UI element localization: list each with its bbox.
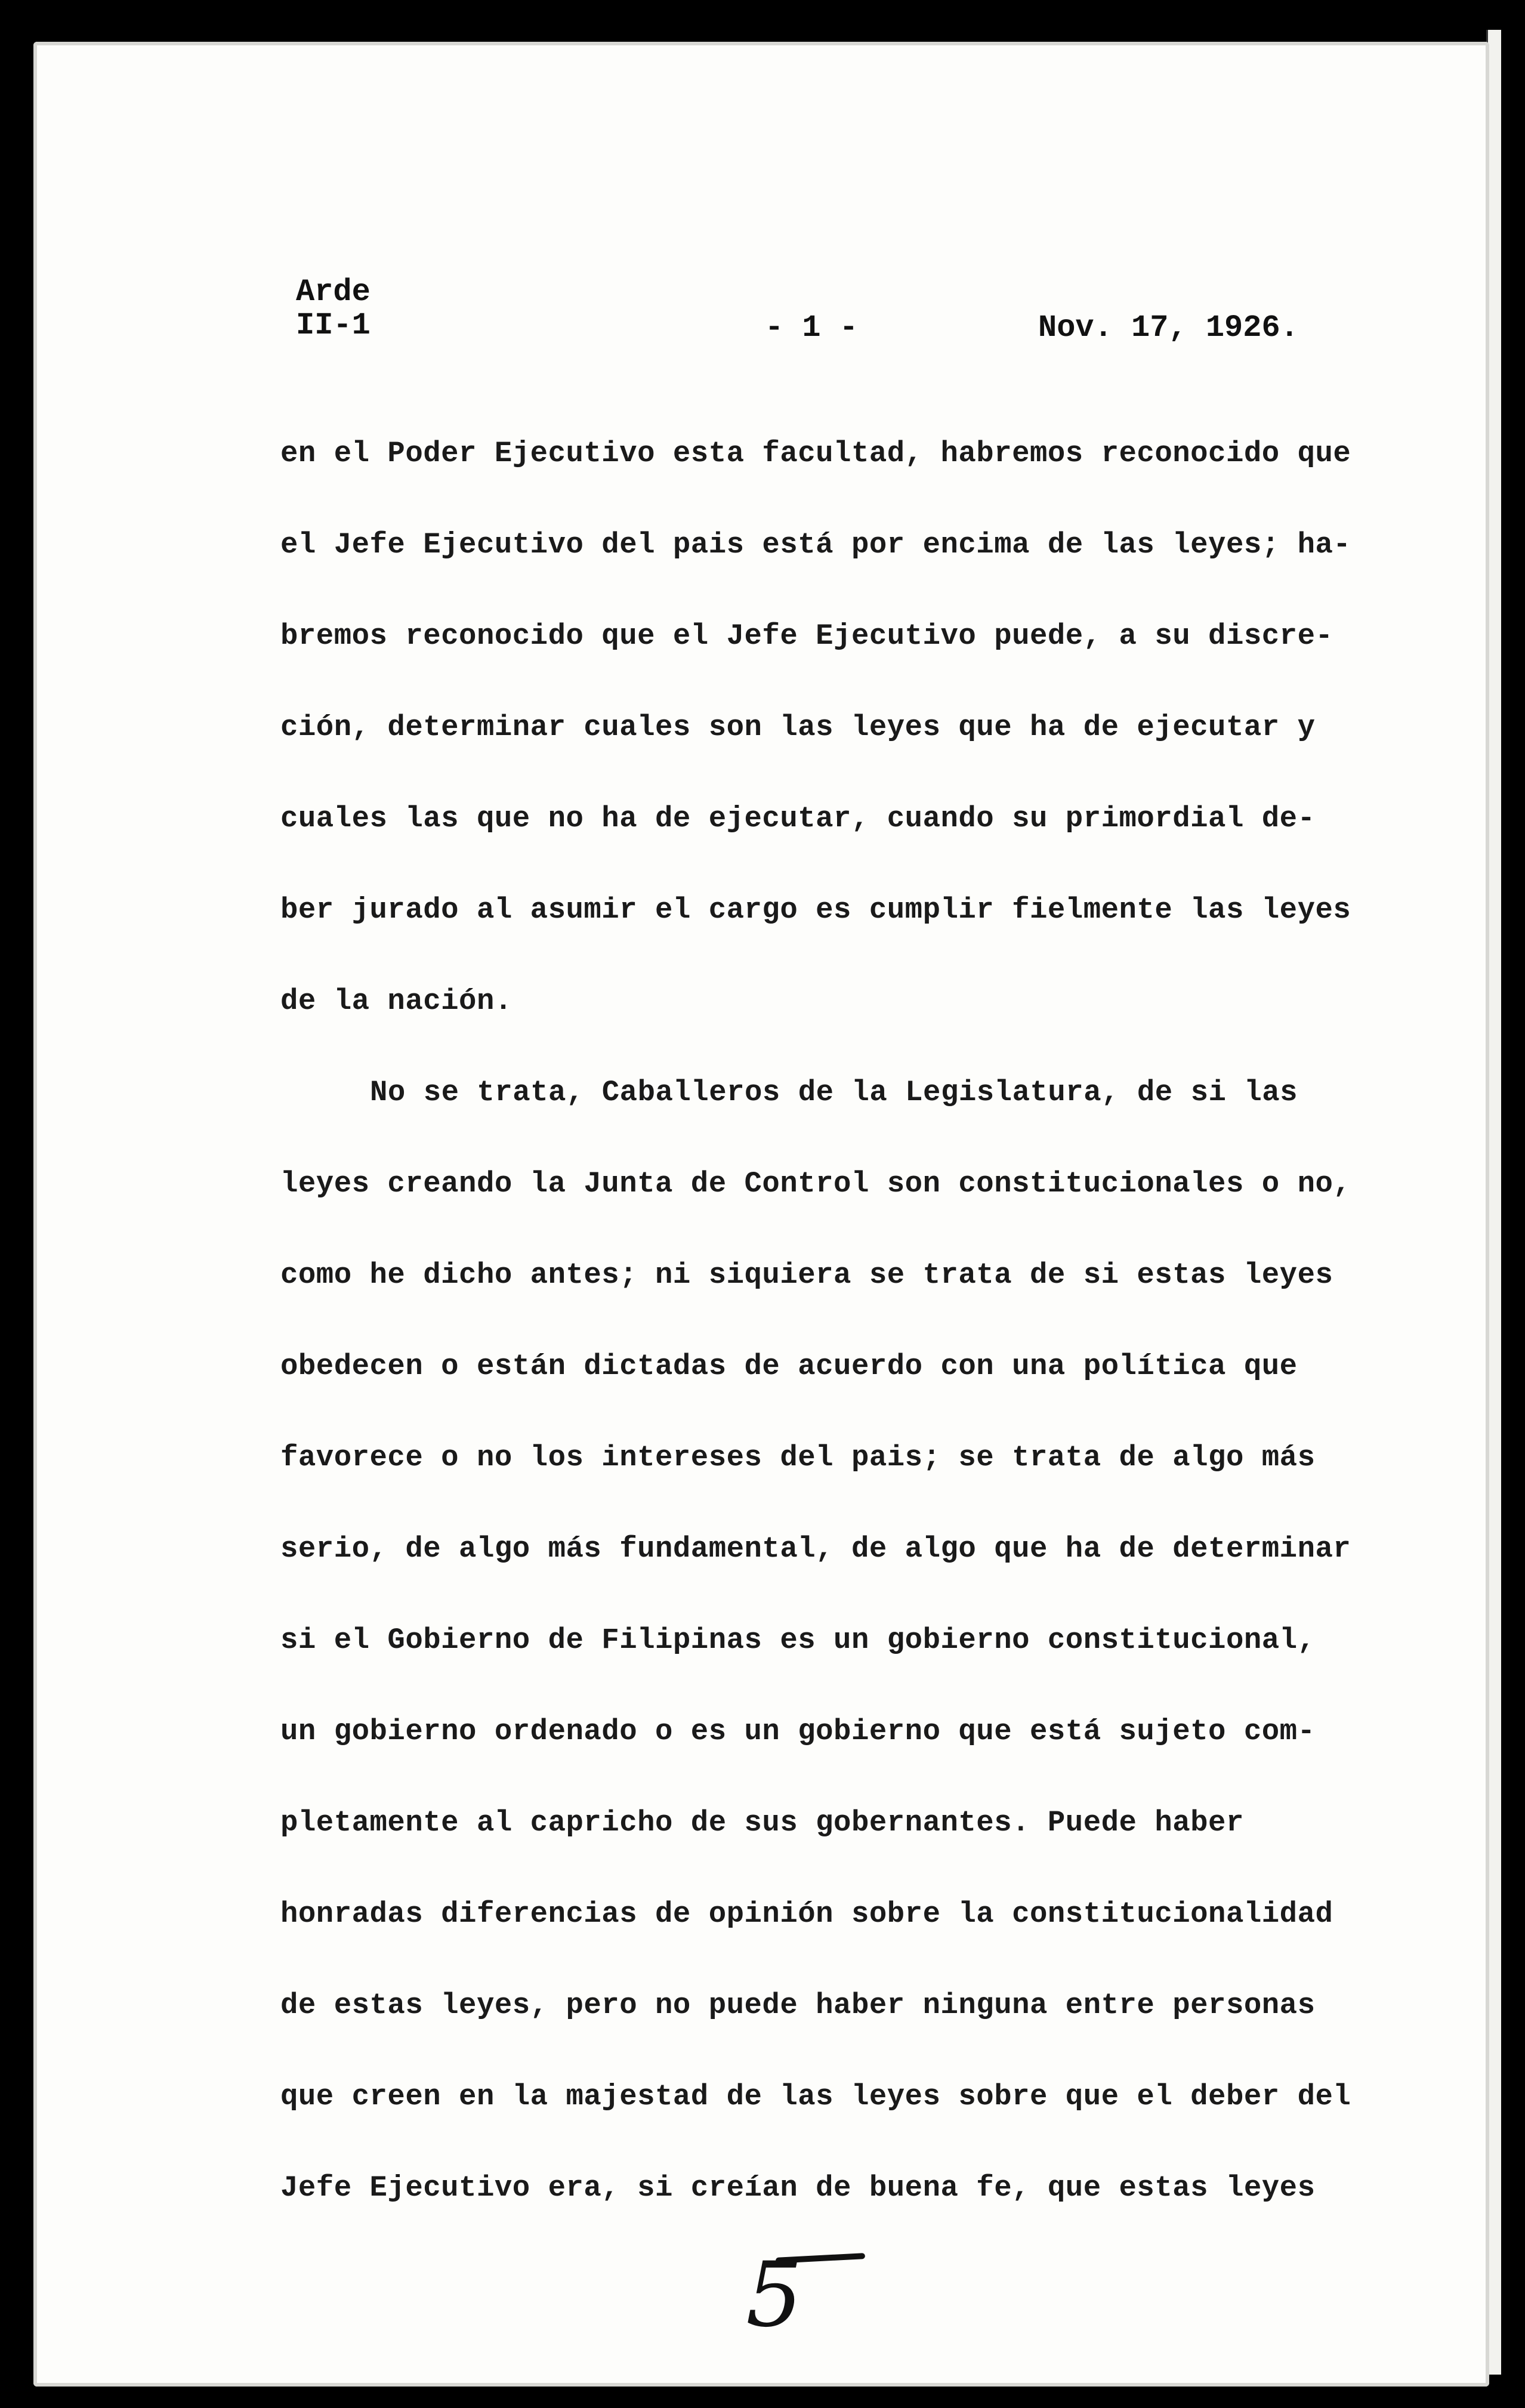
document-date: Nov. 17, 1926. xyxy=(1038,310,1299,345)
reference-line-1: Arde xyxy=(296,274,371,310)
text-line: serio, de algo más fundamental, de algo que ha de determinar xyxy=(280,1532,1351,1566)
text-line: en el Poder Ejecutivo esta facultad, habremos reconocido que xyxy=(280,437,1351,470)
text-line: honradas diferencias de opinión sobre la constitucionalidad xyxy=(280,1897,1333,1931)
text-line: leyes creando la Junta de Control son constitucionales o no, xyxy=(280,1167,1351,1200)
text-line: cuales las que no ha de ejecutar, cuando su primordial de- xyxy=(280,802,1316,835)
text-line: si el Gobierno de Filipinas es un gobierno constitucional, xyxy=(280,1623,1316,1657)
text-line: favorece o no los intereses del pais; se trata de algo más xyxy=(280,1441,1316,1474)
text-line: Jefe Ejecutivo era, si creían de buena fe, que estas leyes xyxy=(280,2171,1316,2205)
text-line: el Jefe Ejecutivo del pais está por encima de las leyes; ha- xyxy=(280,528,1351,561)
text-line: de estas leyes, pero no puede haber ninguna entre personas xyxy=(280,1989,1316,2022)
text-line: de la nación. xyxy=(280,984,513,1018)
text-line: bremos reconocido que el Jefe Ejecutivo puede, a su discre- xyxy=(280,619,1333,653)
text-line: un gobierno ordenado o es un gobierno que está sujeto com- xyxy=(280,1715,1316,1748)
text-line: pletamente al capricho de sus gobernantes. Puede haber xyxy=(280,1806,1244,1839)
text-line: obedecen o están dictadas de acuerdo con una política que xyxy=(280,1350,1298,1383)
text-line: ción, determinar cuales son las leyes que ha de ejecutar y xyxy=(280,711,1316,744)
paragraph-start-line: No se trata, Caballeros de la Legislatura, de si las xyxy=(370,1076,1298,1109)
text-line: que creen en la majestad de las leyes sobre que el deber del xyxy=(280,2080,1351,2113)
reference-line-2: II-1 xyxy=(296,308,371,343)
document-reference xyxy=(296,276,371,342)
page-number: - 1 - xyxy=(765,310,859,345)
handwritten-page-number: 5 xyxy=(746,2243,803,2347)
text-line: ber jurado al asumir el cargo es cumplir fielmente las leyes xyxy=(280,893,1351,927)
body-text xyxy=(280,430,1384,2255)
text-line: como he dicho antes; ni siquiera se trata de si estas leyes xyxy=(280,1258,1333,1292)
